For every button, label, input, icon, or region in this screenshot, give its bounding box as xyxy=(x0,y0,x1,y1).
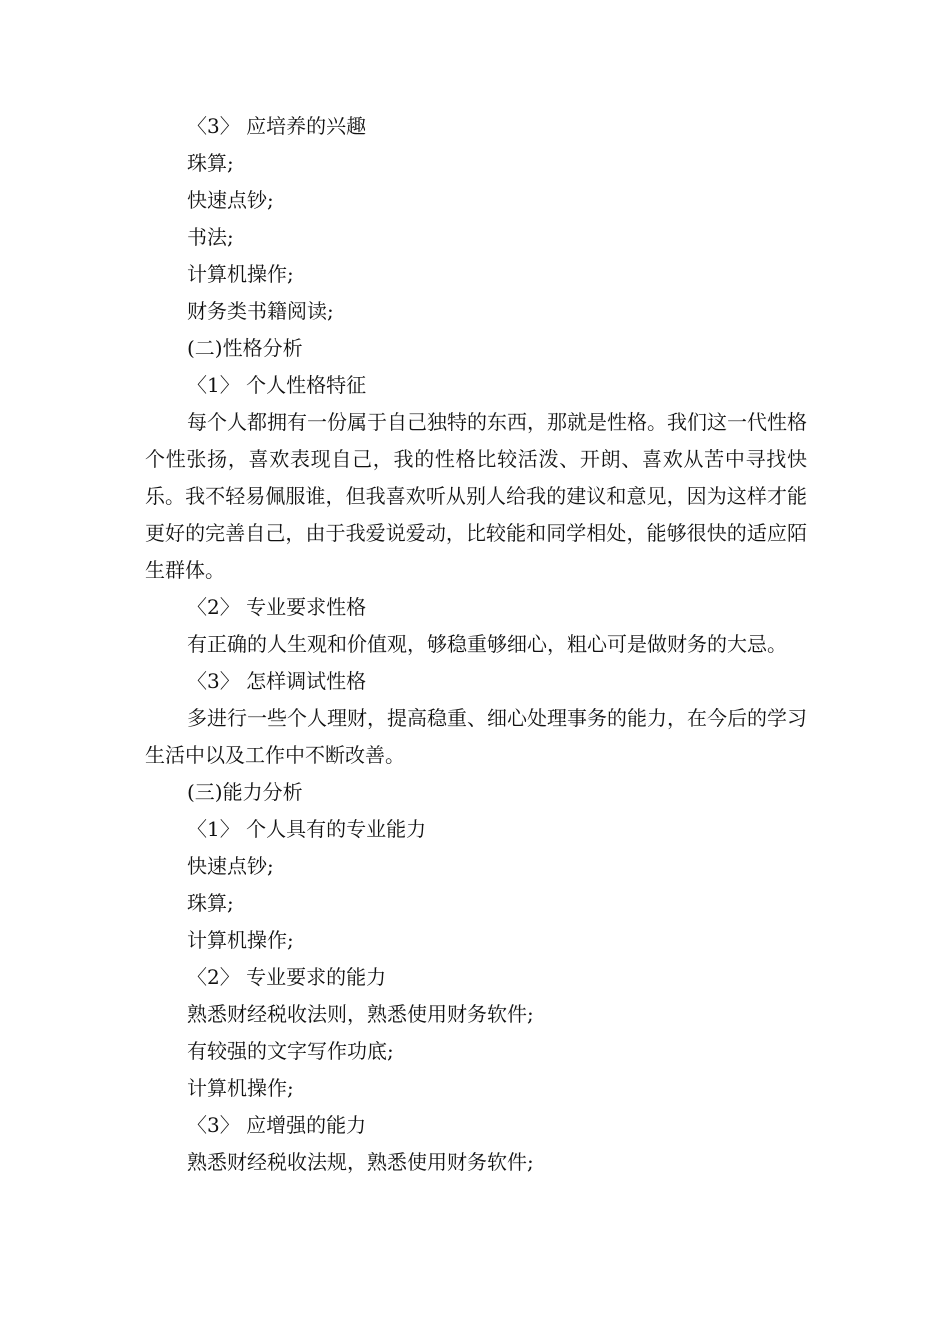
paragraph-required-personality: 有正确的人生观和价值观，够稳重够细心，粗心可是做财务的大忌。 xyxy=(187,632,787,656)
list-item: 快速点钞; xyxy=(187,188,274,212)
list-item: 快速点钞; xyxy=(187,854,274,878)
list-item: 计算机操作; xyxy=(187,262,294,286)
list-item: 珠算; xyxy=(187,891,234,915)
heading-interest-to-cultivate: 〈3〉 应培养的兴趣 xyxy=(187,114,367,138)
list-item: 财务类书籍阅读; xyxy=(187,299,334,323)
subheading-personal-traits: 〈1〉 个人性格特征 xyxy=(187,373,367,397)
section-heading-ability: (三)能力分析 xyxy=(187,780,303,804)
paragraph-adjust-personality: 多进行一些个人理财，提高稳重、细心处理事务的能力，在今后的学习生活中以及工作中不断改善。 xyxy=(145,706,807,767)
list-item: 有较强的文字写作功底; xyxy=(187,1039,394,1063)
subheading-required-abilities: 〈2〉 专业要求的能力 xyxy=(187,965,387,989)
subheading-abilities-to-strengthen: 〈3〉 应增强的能力 xyxy=(187,1113,367,1137)
list-item: 书法; xyxy=(187,225,234,249)
list-item: 计算机操作; xyxy=(187,1076,294,1100)
subheading-personal-abilities: 〈1〉 个人具有的专业能力 xyxy=(187,817,427,841)
subheading-required-personality: 〈2〉 专业要求性格 xyxy=(187,595,367,619)
section-heading-personality: (二)性格分析 xyxy=(187,336,303,360)
paragraph-personality-description: 每个人都拥有一份属于自己独特的东西，那就是性格。我们这一代性格个性张扬，喜欢表现自己，我的性格比较活泼、开朗、喜欢从苦中寻找快乐。我不轻易佩服谁，但我喜欢听从别人给我的建议和意见，因为这样才能更好的完善自己，由于我爱说爱动，比较能和同学相处，能够很快的适应陌生群体。 xyxy=(145,410,807,582)
list-item: 熟悉财经税收法规，熟悉使用财务软件; xyxy=(187,1150,534,1174)
document-body xyxy=(145,108,807,1181)
subheading-adjust-personality: 〈3〉 怎样调试性格 xyxy=(187,669,367,693)
list-item: 熟悉财经税收法则，熟悉使用财务软件; xyxy=(187,1002,534,1026)
list-item: 珠算; xyxy=(187,151,234,175)
list-item: 计算机操作; xyxy=(187,928,294,952)
